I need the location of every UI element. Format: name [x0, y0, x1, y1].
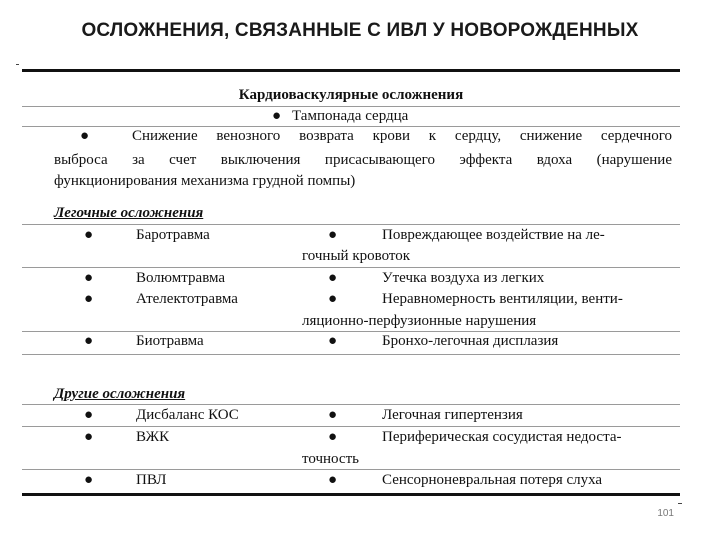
- bullet-icon: ●: [328, 270, 338, 286]
- bullet-icon: ●: [80, 128, 90, 144]
- cardio-item-2-line-3: функционирования механизма грудной помпы): [54, 173, 356, 189]
- bullet-icon: ●: [84, 227, 94, 243]
- row-divider: [22, 331, 680, 332]
- bullet-icon: ●: [328, 227, 338, 243]
- pulmonary-right-4: Бронхо-легочная дисплазия: [382, 333, 559, 349]
- row-divider: [22, 224, 680, 225]
- row-divider: [22, 267, 680, 268]
- row-divider: [22, 469, 680, 470]
- table-top-rule: [22, 69, 680, 72]
- bullet-icon: ●: [328, 407, 338, 423]
- pulmonary-left-3: Ателектотравма: [136, 291, 238, 307]
- pulmonary-right-3-line-1: Неравномерность вентиляции, венти-: [382, 291, 623, 307]
- other-left-1: Дисбаланс КОС: [136, 407, 239, 423]
- row-divider: [22, 426, 680, 427]
- table-bottom-rule: [22, 493, 680, 496]
- pulmonary-heading: Легочные осложнения: [54, 205, 204, 221]
- cardio-item-2-line-1: Снижение венозного возврата крови к сердцу, снижение сердечного: [132, 128, 672, 144]
- bullet-icon: ●: [84, 333, 94, 349]
- pulmonary-right-2: Утечка воздуха из легких: [382, 270, 545, 286]
- cardio-item-1: Тампонада сердца: [292, 108, 409, 124]
- bullet-icon: ●: [84, 429, 94, 445]
- bullet-icon: ●: [84, 407, 94, 423]
- bullet-icon: ●: [328, 429, 338, 445]
- other-right-2-line-1: Периферическая сосудистая недоста-: [382, 429, 622, 445]
- pulmonary-left-4: Биотравма: [136, 333, 204, 349]
- bullet-icon: ●: [328, 333, 338, 349]
- corner-tick-bottom-right: [678, 503, 682, 504]
- row-divider: [22, 354, 680, 355]
- cardio-item-2-line-2: выброса за счет выключения присасывающего эффекта вдоха (нарушение: [54, 152, 672, 168]
- other-right-1: Легочная гипертензия: [382, 407, 523, 423]
- bullet-icon: ●: [328, 291, 338, 307]
- other-left-3: ПВЛ: [136, 472, 167, 488]
- pulmonary-right-1-line-1: Повреждающее воздействие на ле-: [382, 227, 605, 243]
- row-divider: [22, 106, 680, 107]
- other-left-2: ВЖК: [136, 429, 170, 445]
- pulmonary-left-1: Баротравма: [136, 227, 210, 243]
- bullet-icon: ●: [84, 472, 94, 488]
- other-right-2-line-2: точность: [302, 451, 359, 467]
- page-number: 101: [657, 508, 674, 519]
- pulmonary-left-2: Волюмтравма: [136, 270, 226, 286]
- bullet-icon: ●: [272, 108, 282, 124]
- bullet-icon: ●: [84, 270, 94, 286]
- cardio-heading: Кардиоваскулярные осложнения: [238, 87, 464, 103]
- pulmonary-right-3-line-2: ляционно-перфузионные нарушения: [302, 313, 537, 329]
- bullet-icon: ●: [84, 291, 94, 307]
- slide-title: ОСЛОЖНЕНИЯ, СВЯЗАННЫЕ С ИВЛ У НОВОРОЖДЕННЫХ: [81, 20, 639, 41]
- corner-tick-top-left: [16, 64, 19, 65]
- other-heading: Другие осложнения: [54, 386, 186, 402]
- other-right-3: Сенсорноневральная потеря слуха: [382, 472, 603, 488]
- pulmonary-right-1-line-2: гочный кровоток: [302, 248, 411, 264]
- bullet-icon: ●: [328, 472, 338, 488]
- row-divider: [22, 404, 680, 405]
